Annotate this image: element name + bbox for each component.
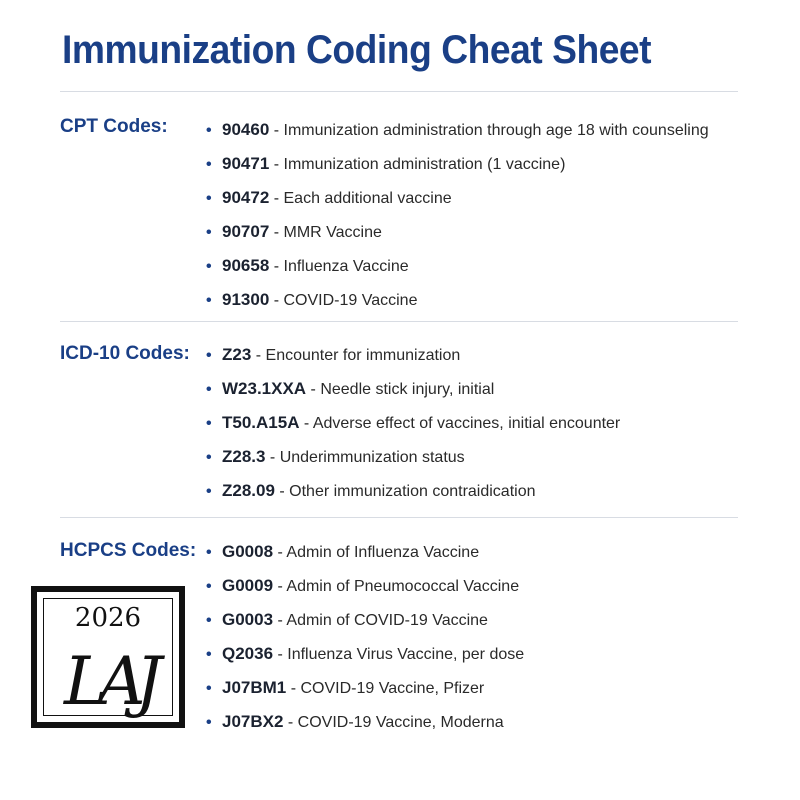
code-value: 90658 (222, 256, 270, 275)
code-description: COVID-19 Vaccine, Moderna (297, 714, 504, 731)
code-description: Admin of Pneumococcal Vaccine (286, 578, 520, 595)
bullet-icon: • (206, 680, 212, 697)
separator: - (269, 156, 284, 173)
logo-letters: LAJ (64, 643, 152, 720)
code-description: Each additional vaccine (283, 190, 452, 207)
separator: - (269, 224, 284, 241)
separator: - (286, 680, 301, 697)
bullet-icon: • (206, 190, 212, 207)
code-value: T50.A15A (222, 413, 300, 432)
code-value: 90460 (222, 120, 270, 139)
code-value: Z28.09 (222, 481, 275, 500)
separator: - (299, 415, 313, 432)
separator: - (269, 190, 284, 207)
separator: - (269, 258, 284, 275)
code-description: COVID-19 Vaccine (283, 292, 418, 309)
bullet-icon: • (206, 714, 212, 731)
list-item (206, 118, 709, 152)
list-item (206, 411, 620, 445)
separator: - (273, 646, 288, 663)
code-value: J07BX2 (222, 712, 284, 731)
list-item (206, 642, 524, 676)
laj-logo-watermark (31, 586, 185, 728)
list-item (206, 479, 620, 513)
separator: - (273, 544, 287, 561)
code-description: Underimmunization status (279, 449, 465, 466)
separator: - (283, 714, 298, 731)
code-value: 90472 (222, 188, 270, 207)
list-item (206, 343, 620, 377)
bullet-icon: • (206, 483, 212, 500)
bullet-icon: • (206, 224, 212, 241)
code-value: 90707 (222, 222, 270, 241)
code-description: Influenza Virus Vaccine, per dose (287, 646, 525, 663)
separator: - (306, 381, 321, 398)
code-description: MMR Vaccine (283, 224, 382, 241)
code-description: Encounter for immunization (265, 347, 461, 364)
list-item (206, 574, 524, 608)
code-value: 90471 (222, 154, 270, 173)
code-description: Immunization administration through age 18 with counseling (283, 122, 709, 139)
bullet-icon: • (206, 449, 212, 466)
separator: - (274, 483, 290, 500)
code-description: COVID-19 Vaccine, Pfizer (300, 680, 485, 697)
section-label: HCPCS Codes: (60, 540, 197, 561)
code-description: Admin of COVID-19 Vaccine (286, 612, 488, 629)
list-item (206, 445, 620, 479)
section-divider (60, 517, 738, 518)
list-item (206, 152, 709, 186)
code-value: 91300 (222, 290, 270, 309)
separator: - (265, 449, 280, 466)
bullet-icon: • (206, 612, 212, 629)
separator: - (273, 612, 287, 629)
code-description: Immunization administration (1 vaccine) (283, 156, 566, 173)
bullet-icon: • (206, 646, 212, 663)
bullet-icon: • (206, 415, 212, 432)
code-value: Q2036 (222, 644, 274, 663)
bullet-icon: • (206, 292, 212, 309)
separator: - (273, 578, 287, 595)
logo-mark-icon (37, 592, 179, 722)
list-item (206, 186, 709, 220)
separator: - (269, 292, 284, 309)
logo-year: 2026 (74, 603, 142, 633)
code-description: Adverse effect of vaccines, initial encounter (312, 415, 621, 432)
bullet-icon: • (206, 381, 212, 398)
code-description: Needle stick injury, initial (320, 381, 495, 398)
bullet-icon: • (206, 544, 212, 561)
list-item (206, 254, 709, 288)
list-item (206, 710, 524, 744)
section-label: CPT Codes: (60, 116, 168, 137)
code-value: G0008 (222, 542, 274, 561)
page-title: Immunization Coding Cheat Sheet (62, 28, 652, 72)
section-divider (60, 321, 738, 322)
code-value: G0009 (222, 576, 274, 595)
list-item (206, 608, 524, 642)
bullet-icon: • (206, 578, 212, 595)
bullet-icon: • (206, 122, 212, 139)
code-description: Influenza Vaccine (283, 258, 409, 275)
code-list (206, 118, 709, 322)
separator: - (269, 122, 284, 139)
list-item (206, 676, 524, 710)
list-item (206, 288, 709, 322)
list-item (206, 377, 620, 411)
bullet-icon: • (206, 347, 212, 364)
section-label: ICD-10 Codes: (60, 343, 190, 364)
code-list (206, 540, 524, 744)
bullet-icon: • (206, 258, 212, 275)
list-item (206, 540, 524, 574)
separator: - (251, 347, 266, 364)
code-value: G0003 (222, 610, 274, 629)
code-value: Z28.3 (222, 447, 266, 466)
code-value: J07BM1 (222, 678, 287, 697)
bullet-icon: • (206, 156, 212, 173)
list-item (206, 220, 709, 254)
code-value: Z23 (222, 345, 252, 364)
code-value: W23.1XXA (222, 379, 307, 398)
code-description: Admin of Influenza Vaccine (286, 544, 480, 561)
code-description: Other immunization contraidication (289, 483, 536, 500)
title-divider (60, 91, 738, 92)
code-list (206, 343, 620, 513)
